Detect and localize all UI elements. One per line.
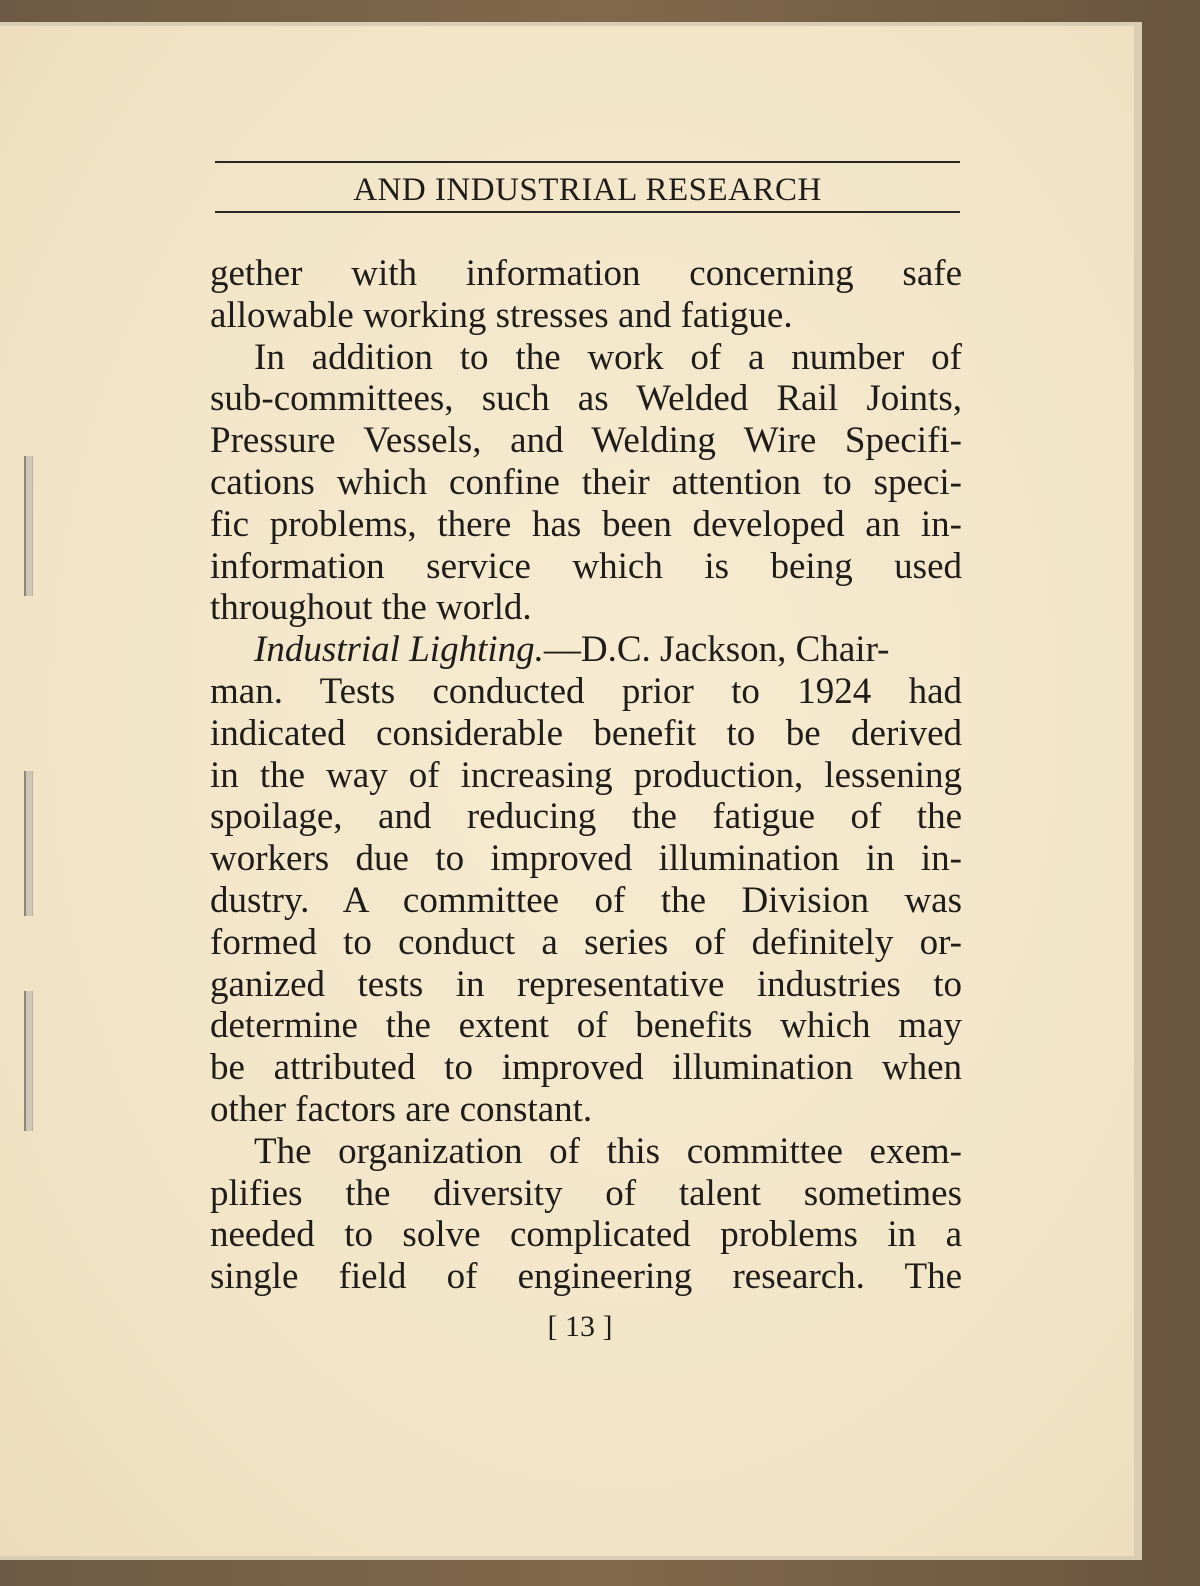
text-line: In addition to the work of a number of [254,336,962,378]
text-line: needed to solve complicated problems in a [210,1214,962,1256]
header-rule-bottom [215,211,960,213]
text-line: man. Tests conducted prior to 1924 had [210,670,962,712]
text-line: determine the extent of benefits which may [210,1005,962,1047]
section-chair: —D.C. Jackson, Chair- [543,629,890,671]
text-line: workers due to improved illumination in in- [210,838,962,880]
text-line: plifies the diversity of talent sometimes [210,1172,962,1214]
text-line: throughout the world. [210,587,532,629]
section-heading-line [210,629,962,671]
staple [24,456,33,596]
page-number: [ 13 ] [547,1310,613,1343]
text-line: other factors are constant. [210,1088,593,1130]
text-line: indicated considerable benefit to be derived [210,712,962,754]
running-head: AND INDUSTRIAL RESEARCH [353,172,822,208]
text-line: spoilage, and reducing the fatigue of the [210,796,962,838]
text-line: single field of engineering research. The [210,1256,962,1298]
staple [24,771,33,916]
header-rule-top [215,161,960,163]
body-text [210,253,962,1298]
text-line: cations which confine their attention to speci- [210,461,962,503]
text-line: allowable working stresses and fatigue. [210,294,793,336]
text-line: sub-committees, such as Welded Rail Joints, [210,378,962,420]
text-line: Pressure Vessels, and Welding Wire Specifi- [210,420,962,462]
text-line: ganized tests in representative industries to [210,963,962,1005]
text-line: The organization of this committee exem- [254,1130,962,1172]
text-line: formed to conduct a series of definitely or- [210,921,962,963]
text-line: information service which is being used [210,545,962,587]
text-line: fic problems, there has been developed an in- [210,503,962,545]
text-line: be attributed to improved illumination when [210,1047,962,1089]
section-title: Industrial Lighting. [254,629,544,671]
staple [24,991,33,1131]
text-line: gether with information concerning safe [210,253,962,294]
text-line: dustry. A committee of the Division was [210,879,962,921]
text-line: in the way of increasing production, lessening [210,754,962,796]
